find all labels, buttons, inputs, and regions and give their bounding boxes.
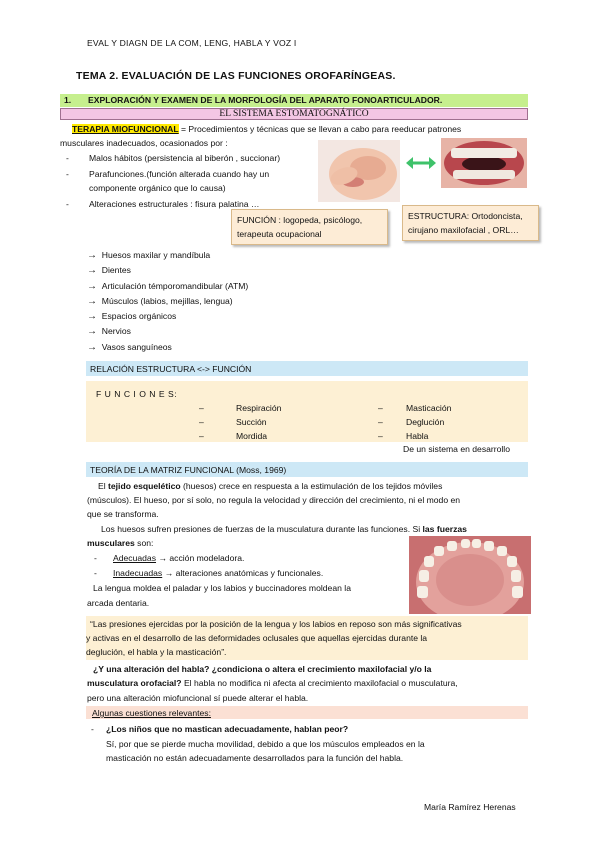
adecuadas-line: Adecuadas → acción modeladora. xyxy=(113,553,245,563)
dash: – xyxy=(199,431,204,441)
estructura-box xyxy=(402,205,539,241)
subsection-title: EL SISTEMA ESTOMATOGNÁTICO xyxy=(60,108,528,120)
list-item xyxy=(87,341,248,356)
funciones-note: De un sistema en desarrollo xyxy=(403,444,510,454)
bullet-dash: - xyxy=(66,169,69,179)
right-arrow-icon: → xyxy=(87,311,97,323)
dash: – xyxy=(199,403,204,413)
funcion-box-line1: FUNCIÓN : logopeda, psicólogo, xyxy=(237,215,363,225)
list-item xyxy=(87,310,248,325)
teoria-p1-line3: que se transforma. xyxy=(87,509,159,519)
funciones-block xyxy=(86,381,528,442)
document-header: EVAL Y DIAGN DE LA COM, LENG, HABLA Y VOZ I xyxy=(87,38,297,48)
teoria-p2-line2: musculares son: xyxy=(87,538,154,548)
bullet-parafunciones: Parafunciones.(función alterada cuando hay un xyxy=(89,169,270,179)
list-item-label: Huesos maxilar y mandíbula xyxy=(101,250,211,260)
bullet-malos-habitos: Malos hábitos (persistencia al biberón , succionar) xyxy=(89,153,281,163)
list-item-label: Dientes xyxy=(101,265,131,276)
question-line2: musculatura orofacial? El habla no modifica ni afecta al crecimiento maxilofacial o musculatura, xyxy=(87,678,458,688)
right-arrow-icon: → xyxy=(156,553,170,563)
section-title: EXPLORACIÓN Y EXAMEN DE LA MORFOLOGÍA DEL APARATO FONOARTICULADOR. xyxy=(88,95,443,105)
dash: – xyxy=(378,403,383,413)
structure-list xyxy=(87,249,248,356)
list-item-label: Espacios orgánicos xyxy=(101,311,177,322)
dash: – xyxy=(378,431,383,441)
cuestion-1: ¿Los niños que no mastican adecuadamente, hablan peor? xyxy=(106,724,349,734)
list-item xyxy=(87,280,248,295)
dash: – xyxy=(199,417,204,427)
funcion-box xyxy=(231,209,388,245)
funcion-succion: Succión xyxy=(236,417,267,427)
funcion-habla: Habla xyxy=(406,431,429,441)
teoria-p3-line1: La lengua moldea el paladar y los labios y buccinadores moldean la xyxy=(93,583,351,593)
teoria-p1-line1: El tejido esquelético (huesos) crece en respuesta a la estimulación de los tejidos móviles xyxy=(98,481,443,491)
section-heading xyxy=(60,94,528,107)
bullet-alteraciones: Alteraciones estructurales : fisura palatina … xyxy=(89,199,260,209)
list-item xyxy=(87,264,248,279)
cuestion-1-answer-line2: masticación no están adecuadamente desarrollados para la función del habla. xyxy=(106,753,404,763)
dash: – xyxy=(378,417,383,427)
tejido-esqueletico: tejido esquelético xyxy=(108,481,181,491)
terapia-text: = Procedimientos y técnicas que se llevan a cabo para reeducar patrones xyxy=(178,124,462,134)
funcion-respiracion: Respiración xyxy=(236,403,282,413)
inadecuadas-line: Inadecuadas → alteraciones anatómicas y funcionales. xyxy=(113,568,324,578)
relacion-heading: RELACIÓN ESTRUCTURA <-> FUNCIÓN xyxy=(90,364,252,374)
teoria-title: TEORÍA DE LA MATRIZ FUNCIONAL xyxy=(90,465,234,475)
section-number: 1. xyxy=(64,95,72,105)
right-arrow-icon: → xyxy=(87,341,97,353)
author-footer: María Ramírez Herenas xyxy=(424,802,516,812)
teoria-ref: (Moss, 1969) xyxy=(233,465,287,475)
quote-line1: “Las presiones ejercidas por la posición de la lengua y los labios en reposo son más significativas xyxy=(90,619,462,629)
teoria-p1-line2: (músculos). El hueso, por sí solo, no regula la velocidad y dirección del crecimiento, ni el modo en xyxy=(87,495,461,505)
estructura-box-line1: ESTRUCTURA: Ortodoncista, xyxy=(408,211,523,221)
teoria-p2-line1: Los huesos sufren presiones de fuerzas de la musculatura durante las funciones. Si las fuerzas xyxy=(101,524,467,534)
bullet-parafunciones-cont: componente orgánico que lo causa) xyxy=(89,183,226,193)
open-bite-photo xyxy=(441,138,527,188)
list-item xyxy=(87,249,248,264)
teoria-heading xyxy=(90,464,286,476)
cuestiones-heading: Algunas cuestiones relevantes: xyxy=(92,708,211,718)
right-arrow-icon: → xyxy=(87,280,97,292)
question-line3: pero una alteración miofuncional sí puede alterar el habla. xyxy=(87,693,309,703)
list-item-label: Articulación témporomandibular (ATM) xyxy=(101,280,249,291)
right-arrow-icon: → xyxy=(87,326,97,338)
bullet-dash: - xyxy=(66,153,69,163)
teoria-p3-line2: arcada dentaria. xyxy=(87,598,150,608)
quote-block xyxy=(86,616,528,660)
right-arrow-icon: → xyxy=(87,250,97,261)
thumb-sucking-photo xyxy=(318,140,400,202)
list-item xyxy=(87,325,248,340)
fuerzas-bold: las fuerzas xyxy=(422,524,467,534)
funcion-deglucion: Deglución xyxy=(406,417,445,427)
list-item xyxy=(87,295,248,310)
question-line1: ¿Y una alteración del habla? ¿condiciona o altera el crecimiento maxilofacial y/o la xyxy=(93,664,432,674)
list-item-label: Nervios xyxy=(101,326,131,337)
estructura-box-line2: cirujano maxilofacial , ORL… xyxy=(408,225,519,235)
bullet-dash: - xyxy=(66,199,69,209)
right-arrow-icon: → xyxy=(162,568,176,578)
quote-line2: y activas en el desarrollo de las deformidades oclusales que aquellas ejercidas durante la xyxy=(86,633,428,643)
quote-line3: deglución, el habla y la masticación”. xyxy=(86,647,227,657)
terapia-line1 xyxy=(72,123,461,135)
list-item-label: Vasos sanguíneos xyxy=(101,341,172,352)
double-arrow-icon xyxy=(406,156,436,170)
teoria-heading-bar xyxy=(86,462,528,477)
dash: - xyxy=(91,724,94,734)
right-arrow-icon: → xyxy=(87,265,97,277)
topic-title: TEMA 2. EVALUACIÓN DE LAS FUNCIONES OROFARÍNGEAS. xyxy=(76,70,396,82)
list-item-label: Músculos (labios, mejillas, lengua) xyxy=(101,295,233,306)
funcion-masticacion: Masticación xyxy=(406,403,452,413)
right-arrow-icon: → xyxy=(87,295,97,307)
dash: - xyxy=(94,553,97,563)
cuestion-1-answer-line1: Sí, por que se pierde mucha movilidad, debido a que los músculos empleados en la xyxy=(106,739,425,749)
terapia-line2: musculares inadecuados, ocasionados por : xyxy=(60,138,228,148)
funciones-title: F U N C I O N E S: xyxy=(96,389,178,399)
funcion-box-line2: terapeuta ocupacional xyxy=(237,229,322,239)
relacion-heading-bar xyxy=(86,361,528,376)
terapia-label: TERAPIA MIOFUNCIONAL xyxy=(72,124,179,134)
cuestiones-heading-bar xyxy=(86,706,528,719)
funcion-mordida: Mordida xyxy=(236,431,268,441)
dash: - xyxy=(94,568,97,578)
palate-photo xyxy=(409,536,531,614)
